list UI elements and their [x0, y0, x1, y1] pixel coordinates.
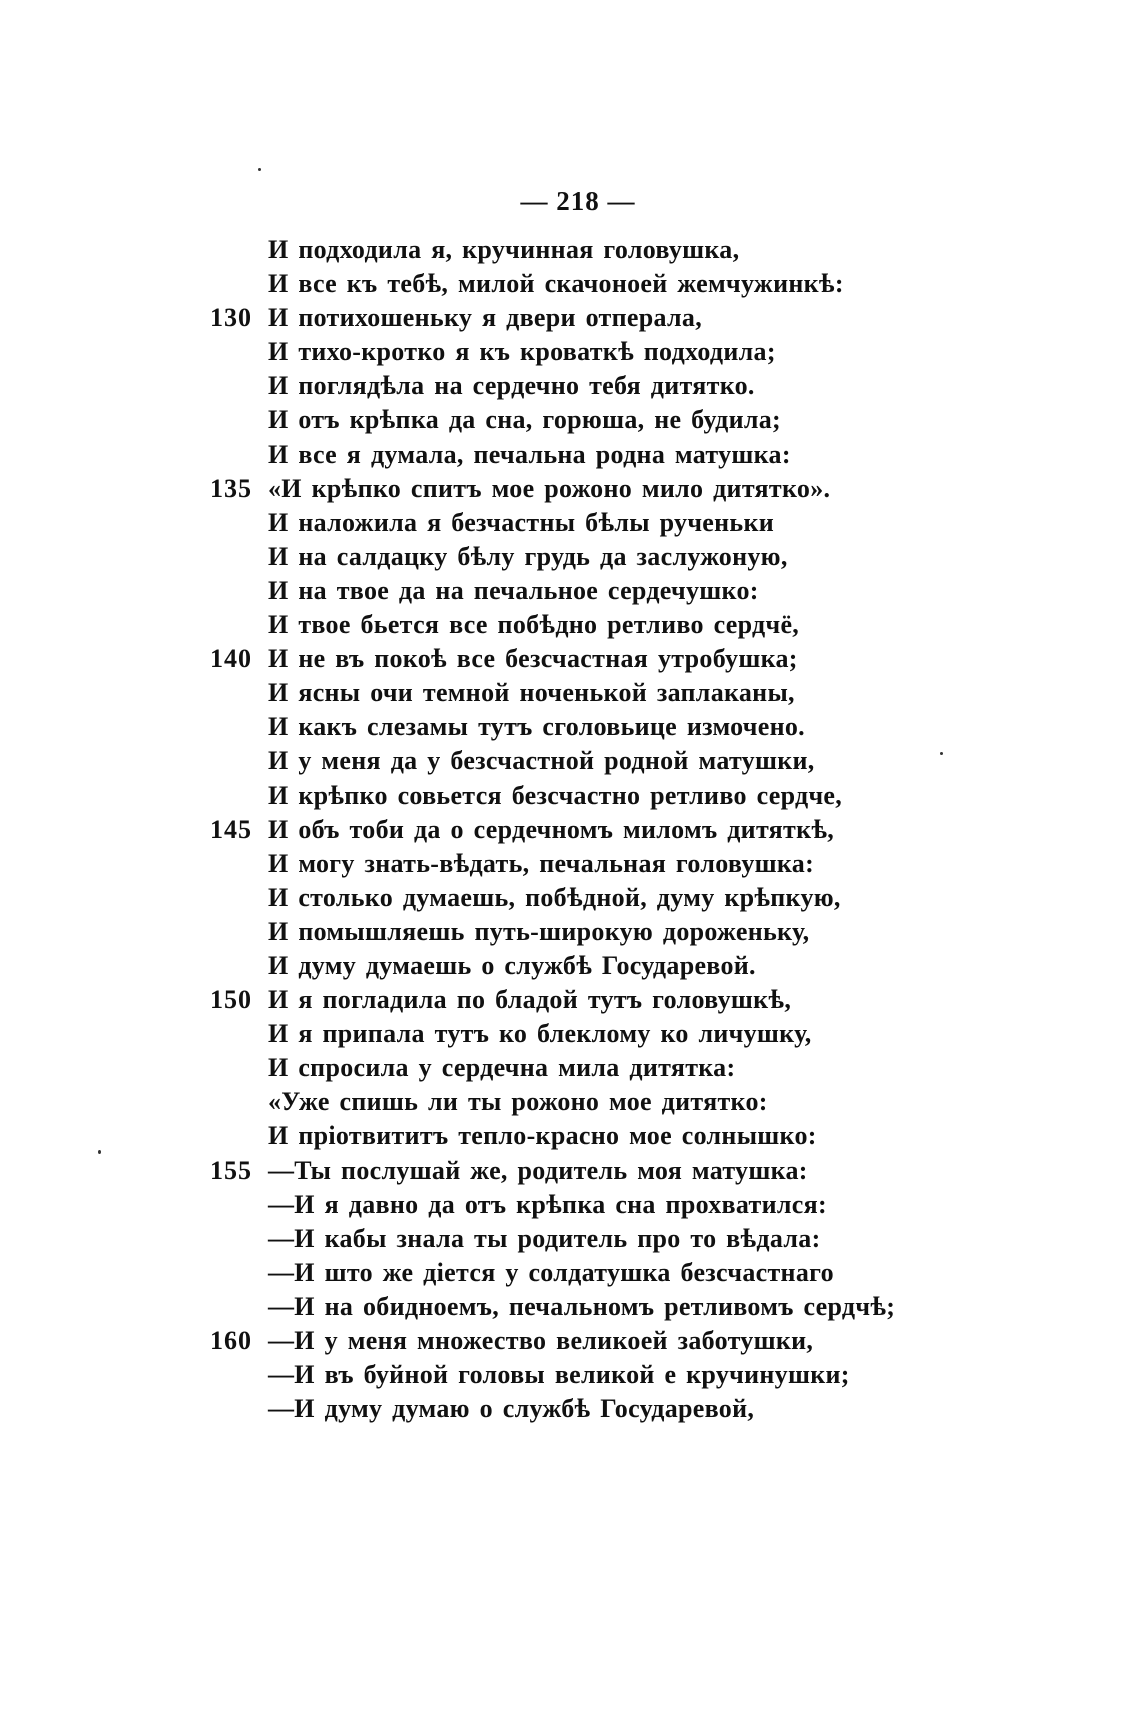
poem-line	[0, 233, 1140, 267]
poem-line	[0, 267, 1140, 301]
line-text: И отъ крѣпка да сна, горюша, не будила;	[268, 405, 782, 435]
poem-line	[0, 540, 1140, 574]
poem-line	[0, 1017, 1140, 1051]
line-text: И ясны очи темной ноченькой заплаканы,	[268, 678, 795, 708]
line-text: И потихошеньку я двери отперала,	[268, 303, 703, 333]
line-number: 150	[210, 985, 252, 1015]
poem-line	[0, 744, 1140, 778]
line-text: И подходила я, кручинная головушка,	[268, 235, 740, 264]
line-text: И помышляешь путь-широкую дороженьку,	[268, 916, 810, 946]
line-text: —И што же діется у солдатушка безсчастнаго	[268, 1257, 834, 1287]
line-text: «И крѣпко спитъ мое рожоно мило дитятко».	[268, 473, 831, 503]
line-text: И я погладила по бладой тутъ головушкѣ,	[268, 985, 792, 1015]
line-text: И могу знать-вѣдать, печальная головушка:	[268, 848, 815, 878]
line-text: И твое бьется все побѣдно ретливо сердчё,	[268, 610, 800, 640]
poem-line	[0, 1188, 1140, 1222]
line-text: —И думу думаю о службѣ Государевой,	[268, 1394, 755, 1424]
line-number: 140	[210, 644, 252, 674]
poem-line	[0, 813, 1140, 847]
line-text: —Ты послушай же, родитель моя матушка:	[268, 1155, 808, 1185]
line-text: И пріотвититъ тепло-красно мое солнышко:	[268, 1121, 817, 1151]
poem-line	[0, 506, 1140, 540]
poem-line	[0, 1324, 1140, 1358]
poem-line	[0, 1392, 1140, 1426]
line-text: —И кабы знала ты родитель про то вѣдала:	[268, 1223, 821, 1253]
poem-line	[0, 369, 1140, 403]
poem-line	[0, 642, 1140, 676]
line-text: И наложила я безчастны бѣлы рученьки	[268, 507, 775, 537]
line-number: 130	[210, 303, 252, 333]
line-text: —И на обидноемъ, печальномъ ретливомъ сердчѣ;	[268, 1291, 896, 1321]
poem-line	[0, 1222, 1140, 1256]
line-text: И на твое да на печальное сердечушко:	[268, 575, 759, 605]
line-number: 160	[210, 1326, 252, 1355]
line-text: И думу думаешь о службѣ Государевой.	[268, 950, 756, 980]
scan-speck	[940, 752, 943, 755]
poem-line	[0, 1256, 1140, 1290]
line-text: И я припала тутъ ко блеклому ко личушку,	[268, 1019, 812, 1049]
line-text: И поглядѣла на сердечно тебя дитятко.	[268, 371, 755, 401]
poem-line	[0, 676, 1140, 710]
poem-line	[0, 1051, 1140, 1085]
line-text: И все я думала, печальна родна матушка:	[268, 439, 791, 469]
line-number: 135	[210, 473, 252, 503]
line-text: И у меня да у безсчастной родной матушки,	[268, 746, 815, 776]
poem-line	[0, 403, 1140, 437]
line-text: И крѣпко совьется безсчастно ретливо сердче,	[268, 780, 843, 810]
line-text: —И я давно да отъ крѣпка сна прохватился:	[268, 1189, 827, 1219]
line-text: И все къ тебѣ, милой скачоноей жемчужинкѣ:	[268, 269, 844, 299]
line-text: —И у меня множество великоей заботушки,	[268, 1326, 814, 1355]
line-text: «Уже спишь ли ты рожоно мое дитятко:	[268, 1087, 768, 1117]
page-number: — 218 —	[520, 186, 636, 216]
poem-line	[0, 847, 1140, 881]
line-text: И какъ слезамы тутъ сголовьице измочено.	[268, 712, 805, 742]
line-text: —И въ буйной головы великой е кручинушки;	[268, 1360, 850, 1390]
poem-line	[0, 1358, 1140, 1392]
poem-line	[0, 335, 1140, 369]
line-text: И на салдацку бѣлу грудь да заслужоную,	[268, 541, 788, 571]
poem-line	[0, 472, 1140, 506]
poem-line	[0, 779, 1140, 813]
poem-line	[0, 983, 1140, 1017]
line-text: И спросила у сердечна мила дитятка:	[268, 1053, 736, 1083]
poem-line	[0, 881, 1140, 915]
poem-line	[0, 1290, 1140, 1324]
scan-speck	[98, 1150, 101, 1154]
poem-line	[0, 608, 1140, 642]
line-text: И тихо-кротко я къ кроваткѣ подходила;	[268, 337, 776, 367]
poem-line	[0, 915, 1140, 949]
poem-line	[0, 1119, 1140, 1153]
poem-line	[0, 949, 1140, 983]
line-text: И объ тоби да о сердечномъ миломъ дитяткѣ,	[268, 814, 835, 844]
scan-speck	[258, 168, 261, 171]
poem-line	[0, 438, 1140, 472]
line-text: И не въ покоѣ все безсчастная утробушка;	[268, 644, 798, 674]
line-number: 155	[210, 1155, 252, 1185]
poem-line	[0, 1085, 1140, 1119]
poem-line	[0, 710, 1140, 744]
line-text: И столько думаешь, побѣдной, думу крѣпкую,	[268, 882, 841, 912]
poem-line	[0, 301, 1140, 335]
poem-line	[0, 574, 1140, 608]
line-number: 145	[210, 814, 252, 844]
poem-body	[0, 233, 1140, 1426]
poem-line	[0, 1154, 1140, 1188]
